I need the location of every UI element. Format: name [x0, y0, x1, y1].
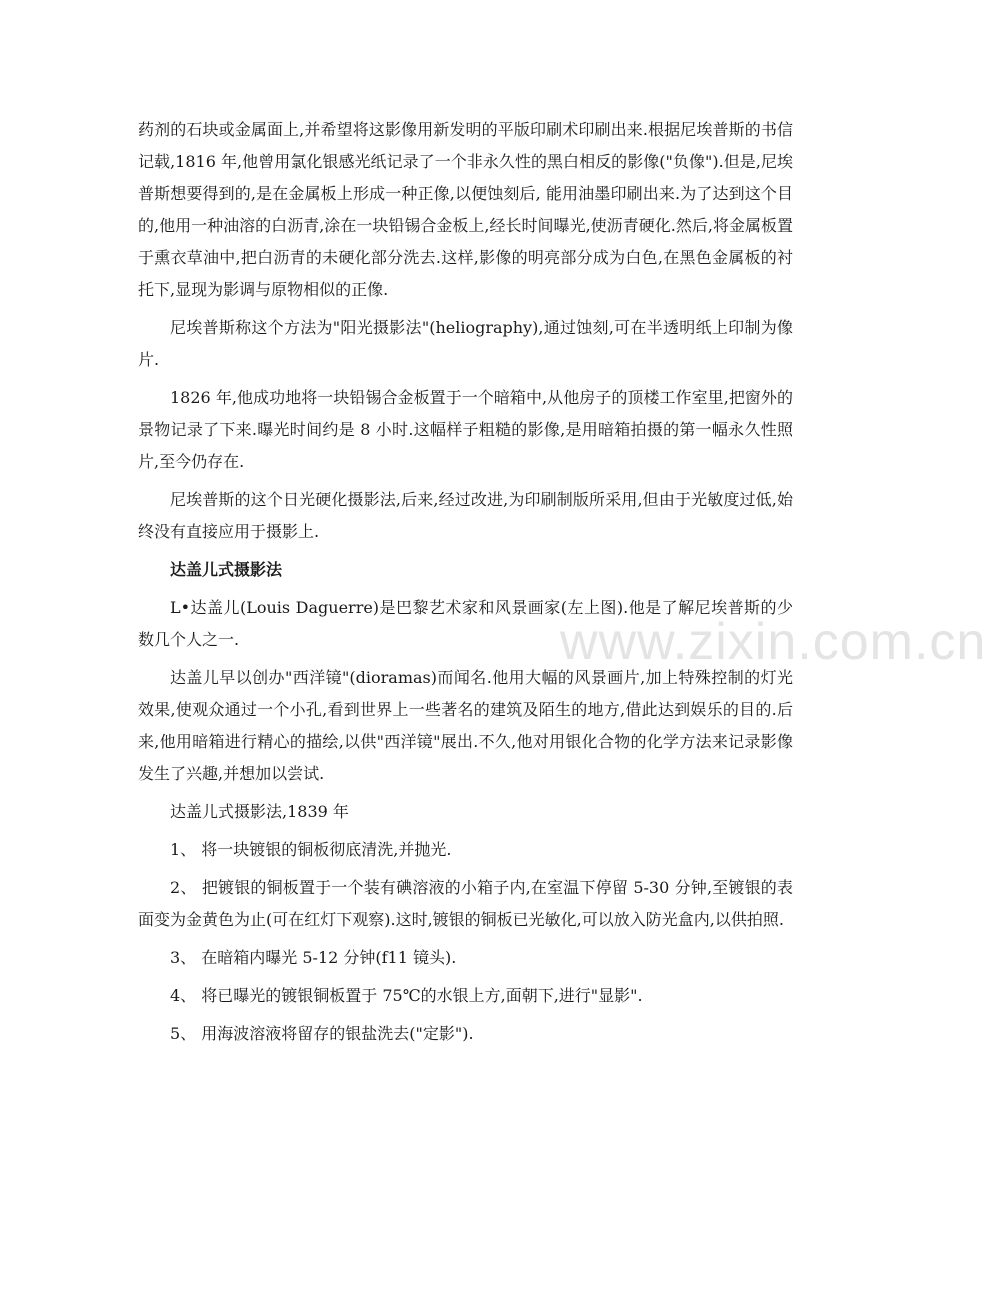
document-body [138, 114, 793, 1056]
list-item: 5、 用海波溶液将留存的银盐洗去("定影"). [170, 1024, 474, 1043]
list-item: 2、 把镀银的铜板置于一个装有碘溶液的小箱子内,在室温下停留 5-30 分钟,至镀银的表面变为金黄色为止(可在红灯下观察).这时,镀银的铜板已光敏化,可以放入防光盒内,以供拍照. [138, 878, 793, 929]
watermark: www.zixin.com.cn [560, 613, 986, 671]
list-item: 1、 将一块镀银的铜板彻底清洗,并抛光. [170, 840, 452, 859]
list-title: 达盖儿式摄影法,1839 年 [170, 802, 349, 821]
paragraph: 1826 年,他成功地将一块铅锡合金板置于一个暗箱中,从他房子的顶楼工作室里,把窗外的景物记录了下来.曝光时间约是 8 小时.这幅样子粗糙的影像,是用暗箱拍摄的第一幅永久性照片,至今仍存在. [138, 388, 793, 471]
paragraph: L•达盖儿(Louis Daguerre)是巴黎艺术家和风景画家(左上图).他是了解尼埃普斯的少数几个人之一. [138, 598, 793, 649]
paragraph: 达盖儿早以创办"西洋镜"(dioramas)而闻名.他用大幅的风景画片,加上特殊控制的灯光效果,使观众通过一个小孔,看到世界上一些著名的建筑及陌生的地方,借此达到娱乐的目的.后来,他用暗箱进行精心的描绘,以供"西洋镜"展出.不久,他对用银化合物的化学方法来记录影像发生了兴趣,并想加以尝试. [138, 668, 793, 783]
paragraph: 尼埃普斯称这个方法为"阳光摄影法"(heliography),通过蚀刻,可在半透明纸上印制为像片. [138, 318, 793, 369]
section-heading: 达盖儿式摄影法 [170, 560, 283, 579]
list-item: 3、 在暗箱内曝光 5-12 分钟(f11 镜头). [170, 948, 457, 967]
paragraph: 尼埃普斯的这个日光硬化摄影法,后来,经过改进,为印刷制版所采用,但由于光敏度过低,始终没有直接应用于摄影上. [138, 490, 793, 541]
paragraph: 药剂的石块或金属面上,并希望将这影像用新发明的平版印刷术印刷出来.根据尼埃普斯的书信记载,1816 年,他曾用氯化银感光纸记录了一个非永久性的黑白相反的影像("负像").但是,尼埃普斯想要得到的,是在金属板上形成一种正像,以便蚀刻后, 能用油墨印刷出来.为了达到这个目的,他用一种油溶的白沥青,涂在一块铅锡合金板上,经长时间曝光,使沥青硬化.然后,将金属板置于熏衣草油中,把白沥青的未硬化部分洗去.这样,影像的明亮部分成为白色,在黑色金属板的衬托下,显现为影调与原物相似的正像. [138, 120, 793, 299]
list-item: 4、 将已曝光的镀银铜板置于 75℃的水银上方,面朝下,进行"显影". [170, 986, 643, 1005]
